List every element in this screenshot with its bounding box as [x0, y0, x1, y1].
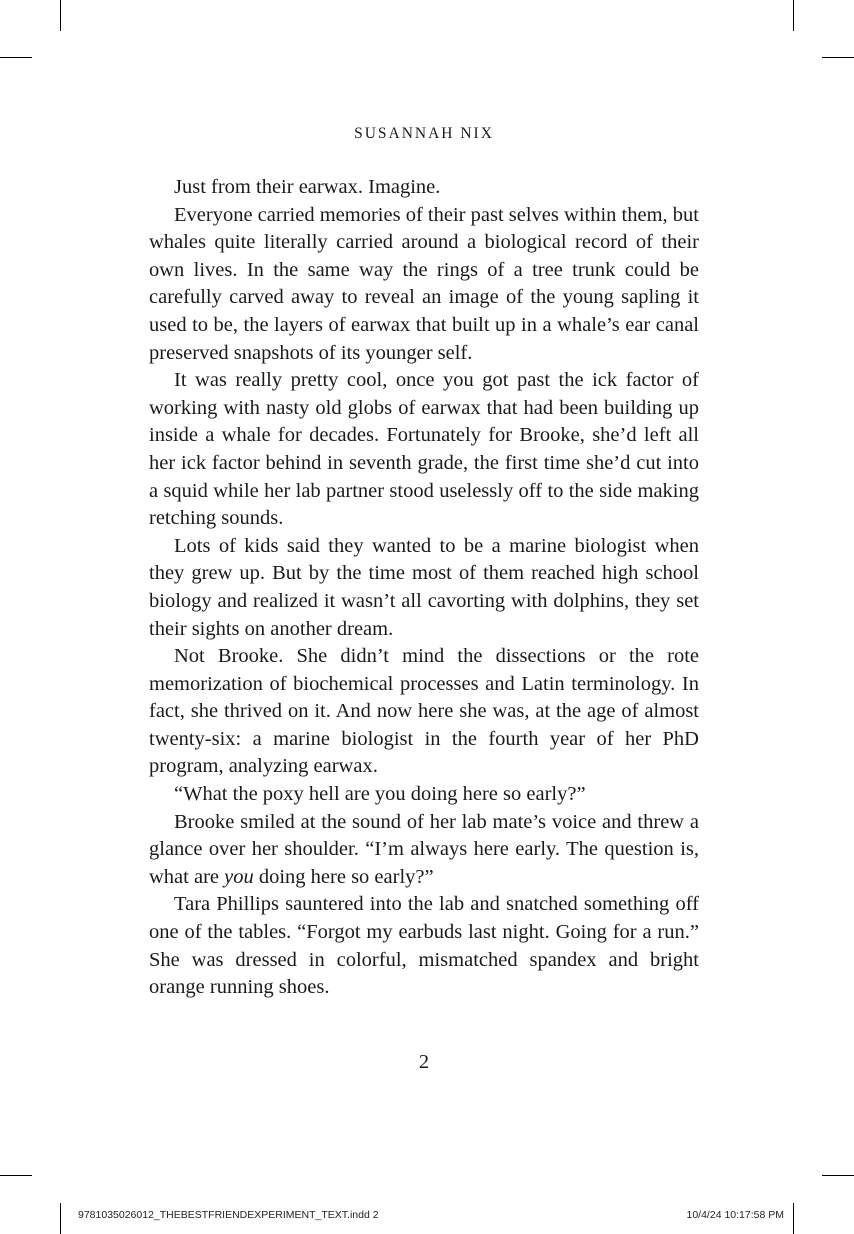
emphasized-word: you: [224, 865, 254, 888]
paragraph: It was really pretty cool, once you got past the ick factor of working with nasty old globs of earwax that had been building up inside a whale for decades. Fortunately for Brooke, she’d left all her ick factor behind in seventh grade, the first time she’d cut into a squid while her lab partner stood uselessly off to the side making retching sounds.: [149, 369, 699, 530]
slug-file-info: 9781035026012_THEBESTFRIENDEXPERIMENT_TEXT.indd 2: [78, 1209, 379, 1221]
text-run: Brooke smiled at the sound of her lab mate’s voice and threw a glance over her shoulder. “I’m always here early. The question is, what are: [149, 810, 699, 888]
body-text: [149, 174, 699, 1002]
crop-mark-right-bottom: [822, 1175, 854, 1176]
paragraph: Everyone carried memories of their past selves within them, but whales quite literally carried around a biological record of their own lives. In the same way the rings of a tree trunk could be carefully carved away to reveal an image of the young sapling it used to be, the layers of earwax that built up in a whale’s ear canal preserved snapshots of its younger self.: [149, 203, 699, 364]
paragraph: [149, 809, 699, 892]
paragraph: “What the poxy hell are you doing here so early?”: [174, 783, 586, 806]
paragraph: Not Brooke. She didn’t mind the dissections or the rote memorization of biochemical processes and Latin terminology. In fact, she thrived on it. And now here she was, at the age of almost twenty-six: a marine biologist in the fourth year of her PhD program, analyzing earwax.: [149, 645, 699, 778]
crop-mark-right-top: [822, 57, 854, 58]
paragraph: Just from their earwax. Imagine.: [174, 176, 441, 198]
crop-mark-left-bottom: [0, 1175, 32, 1176]
running-head: SUSANNAH NIX: [354, 125, 494, 142]
slug-timestamp: 10/4/24 10:17:58 PM: [686, 1209, 784, 1221]
crop-mark-top-left: [60, 0, 61, 31]
crop-mark-left-top: [0, 57, 32, 58]
crop-mark-top-right: [793, 0, 794, 31]
paragraph: Tara Phillips sauntered into the lab and snatched something off one of the tables. “Forgot my earbuds last night. Going for a run.” She was dressed in colorful, mismatched spandex and bright orange running shoes.: [149, 893, 699, 999]
paragraph: Lots of kids said they wanted to be a marine biologist when they grew up. But by the time most of them reached high school biology and realized it wasn’t all cavorting with dolphins, they set their sights on another dream.: [149, 534, 699, 640]
crop-mark-bottom-right: [793, 1203, 794, 1234]
page-number: 2: [418, 1051, 430, 1073]
text-run: doing here so early?”: [253, 865, 434, 888]
crop-mark-bottom-left: [60, 1203, 61, 1234]
